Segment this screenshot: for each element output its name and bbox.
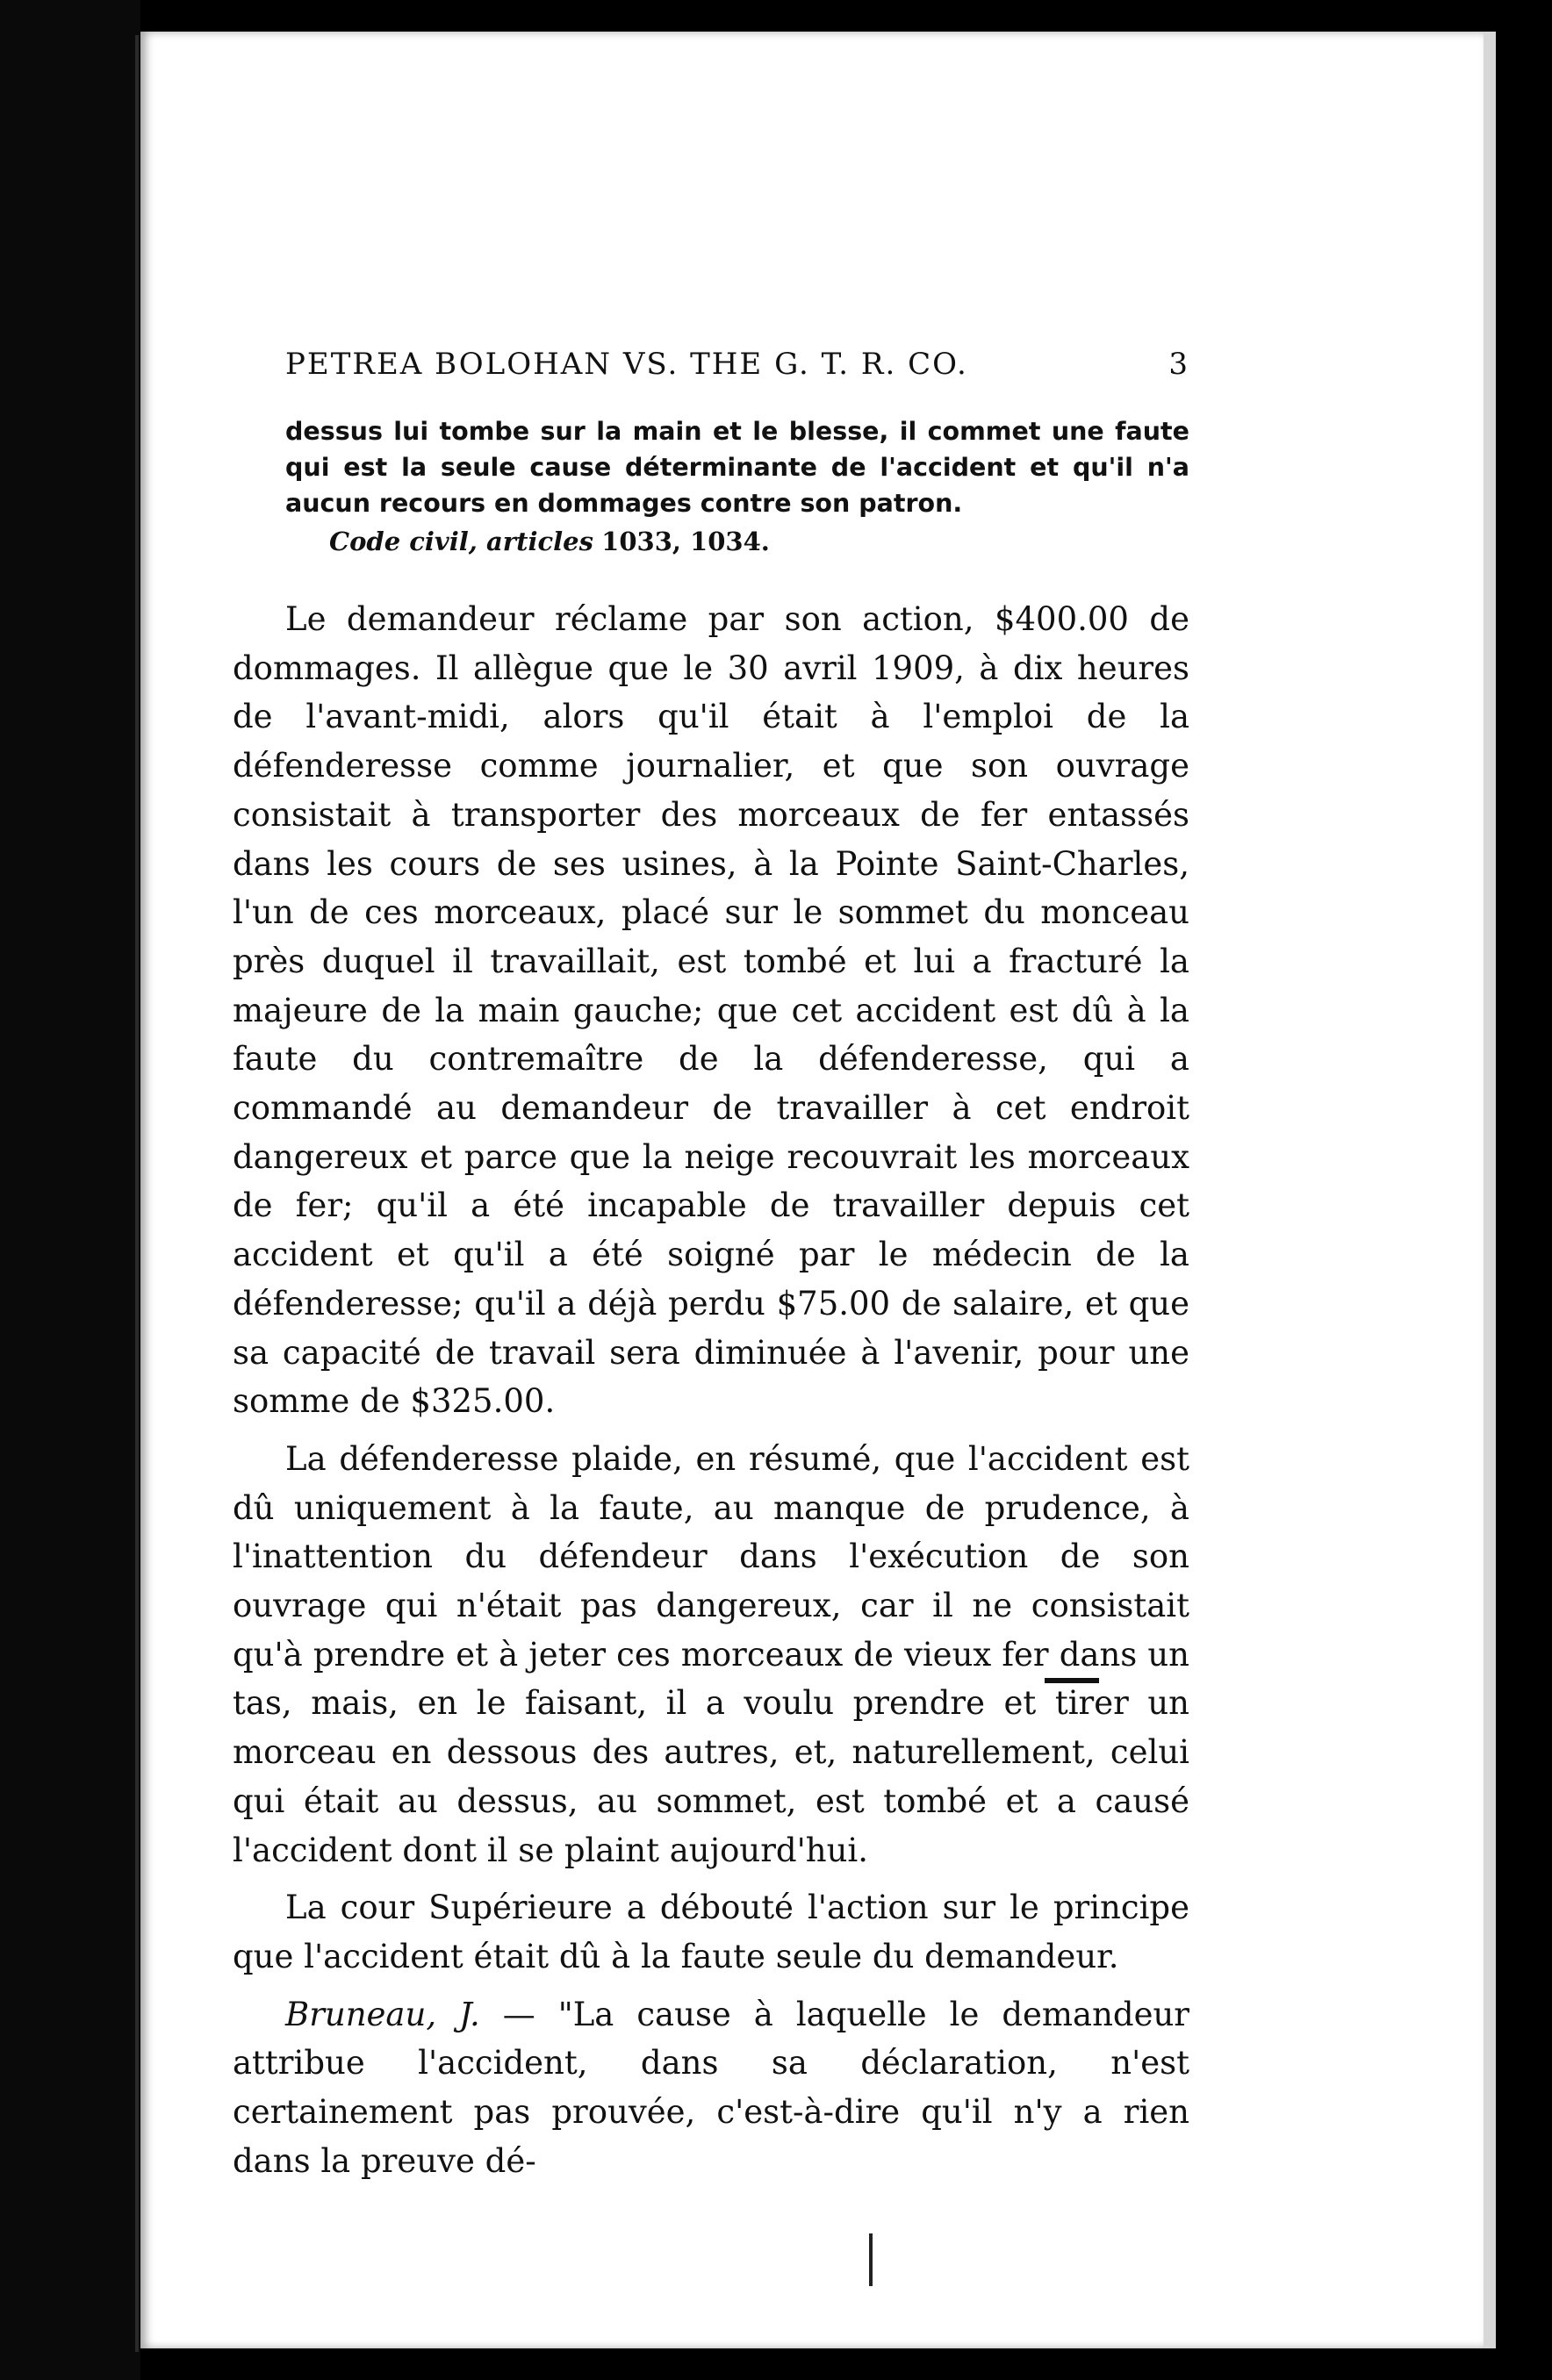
page-number: 3 <box>1168 347 1189 382</box>
headnote-citation <box>233 523 1189 560</box>
paragraph-judgment <box>233 1990 1189 2186</box>
body-text <box>233 595 1189 2186</box>
gutter-rule <box>135 35 139 2352</box>
running-head-title: PETREA BOLOHAN VS. THE G. T. R. CO. <box>285 347 968 382</box>
scan-speck <box>869 2233 873 2286</box>
binding-gutter <box>0 0 140 2380</box>
paragraph-defence: La défenderesse plaide, en résumé, que l'accident est dû uniquement à la faute, au manque de prudence, à l'inattention du défendeur dans l'exécution de son ouvrage qui n'était pas dangereux, car il ne consistait qu'à prendre et à jeter ces morceaux de vieux fer dans un tas, mais, en le faisant, il a voulu prendre et tirer un morceau en dessous des autres, et, naturellement, celui qui était au dessus, au sommet, est tombé et a causé l'accident dont il se plaint aujourd'hui. <box>233 1439 1189 1869</box>
citation-label: Code civil, articles <box>329 527 593 556</box>
judge-name: Bruneau, J. <box>285 1995 480 2033</box>
running-head <box>233 347 1189 382</box>
page-edge <box>1484 32 1496 2348</box>
text-block <box>233 347 1189 2195</box>
separator-dash <box>1045 1678 1099 1683</box>
paragraph-claim: Le demandeur réclame par son action, $400.00 de dommages. Il allègue que le 30 avril 1909, à dix heures de l'avant-midi, alors qu'il était à l'emploi de la défenderesse comme journalier, et que son ouvrage consistait à transporter des morceaux de fer entassés dans les cours de ses usines, à la Pointe Saint-Charles, l'un de ces morceaux, placé sur le sommet du monceau près duquel il travaillait, est tombé et lui a fracturé la majeure de la main gauche; que cet accident est dû à la faute du contremaître de la défenderesse, qui a commandé au demandeur de travailler à cet endroit dangereux et parce que la neige recouvrait les morceaux de fer; qu'il a été incapable de travailler depuis cet accident et qu'il a été soigné par le médecin de la défenderesse; qu'il a déjà perdu $75.00 de salaire, et que sa capacité de travail sera diminuée à l'avenir, pour une somme de $325.00. <box>233 600 1189 1421</box>
judgment-text: — "La cause à laquelle le demandeur attribue l'accident, dans sa déclaration, n'est certainement pas prouvée, c'est-à-dire qu'il n'y a rien dans la preuve dé- <box>233 1995 1189 2180</box>
headnote: dessus lui tombe sur la main et le blesse, il commet une faute qui est la seule cause déterminante de l'accident et qu'il n'a aucun recours en dommages contre son patron. <box>285 417 1189 518</box>
citation-numbers: 1033, 1034. <box>601 527 770 556</box>
paragraph-superior-court: La cour Supérieure a débouté l'action sur le principe que l'accident était dû à la faute seule du demandeur. <box>233 1889 1189 1975</box>
